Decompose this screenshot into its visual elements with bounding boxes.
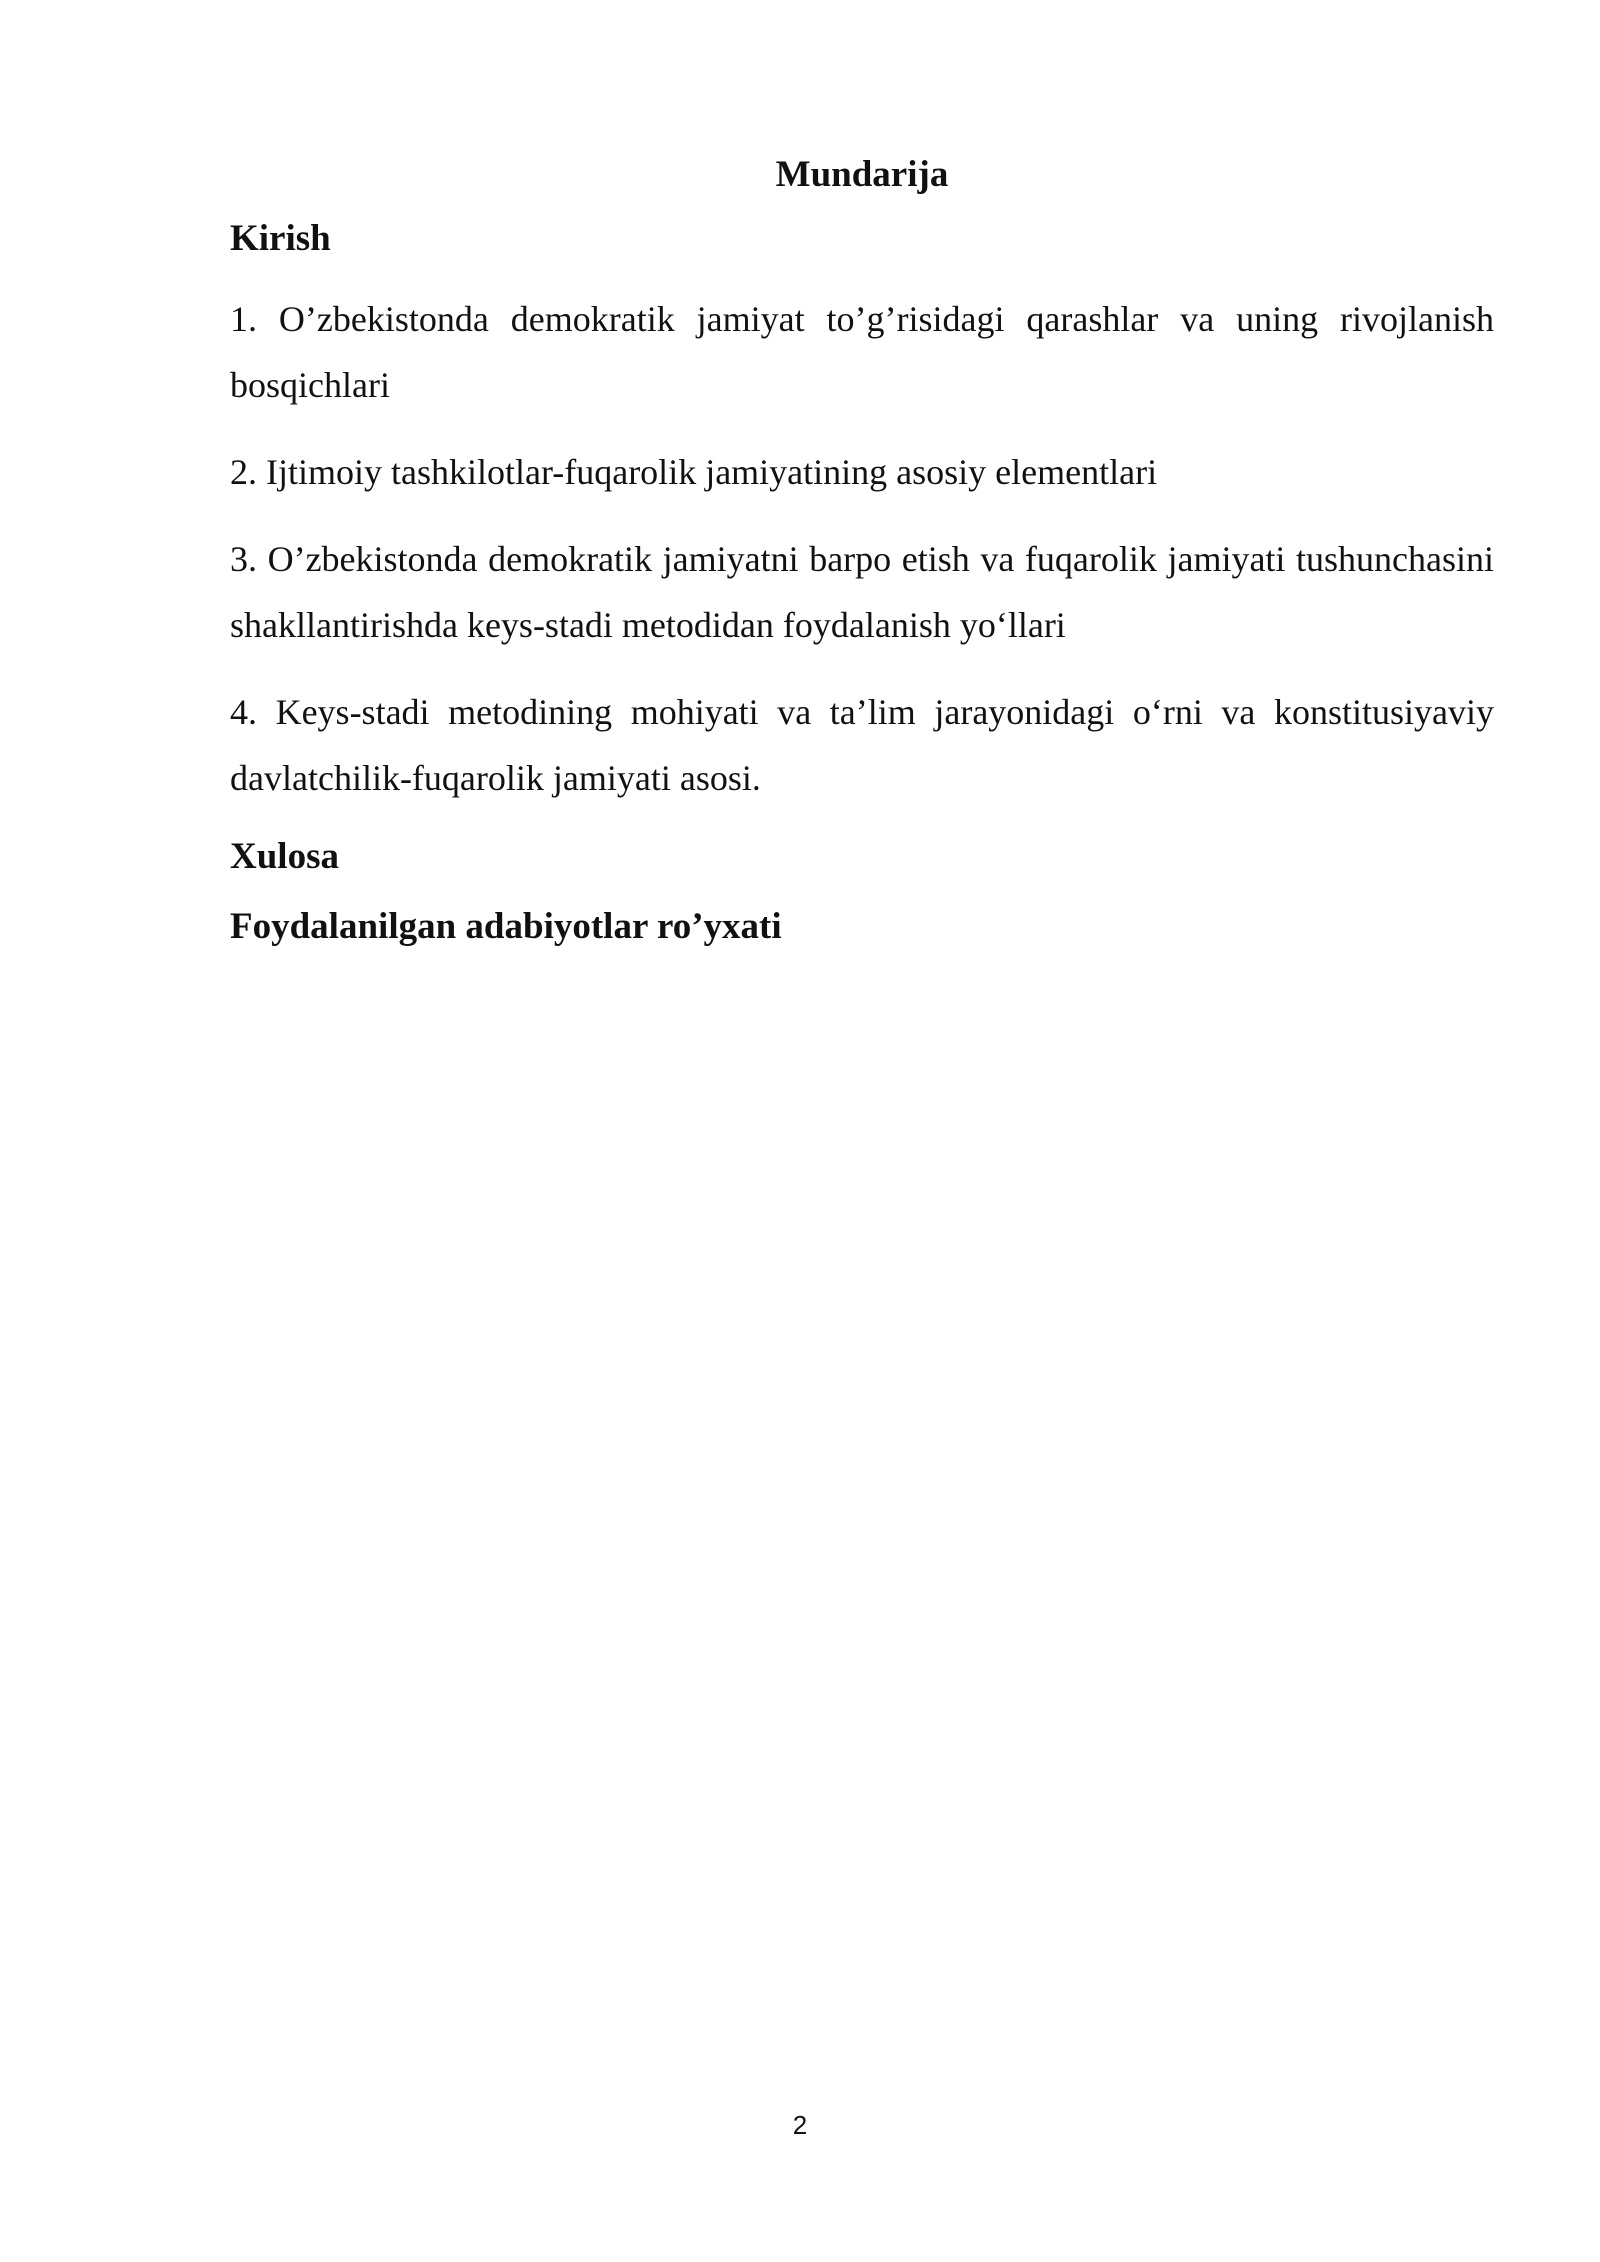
toc-conclusion: Xulosa [230, 836, 339, 877]
toc-title: Mundarija [775, 154, 949, 195]
toc-item-3: 3. O’zbekistonda demokratik jamiyatni barpo etish va fuqarolik jamiyati tushunchasini shakllantirishda keys-stadi metodidan foydalanish yo‘llari [230, 539, 1494, 645]
toc-intro: Kirish [230, 218, 331, 259]
toc-item-1: 1. O’zbekistonda demokratik jamiyat to’g’risidagi qarashlar va uning rivojlanish bosqichlari [230, 299, 1494, 405]
page-number: 2 [792, 2110, 808, 2140]
toc-references: Foydalanilgan adabiyotlar ro’yxati [230, 906, 782, 947]
toc-item-4: 4. Keys-stadi metodining mohiyati va ta’lim jarayonidagi o‘rni va konstitusiyaviy davlatchilik-fuqarolik jamiyati asosi. [230, 692, 1494, 798]
table-of-contents [230, 150, 1494, 952]
toc-item-2: 2. Ijtimoiy tashkilotlar-fuqarolik jamiyatining asosiy elementlari [230, 452, 1158, 492]
